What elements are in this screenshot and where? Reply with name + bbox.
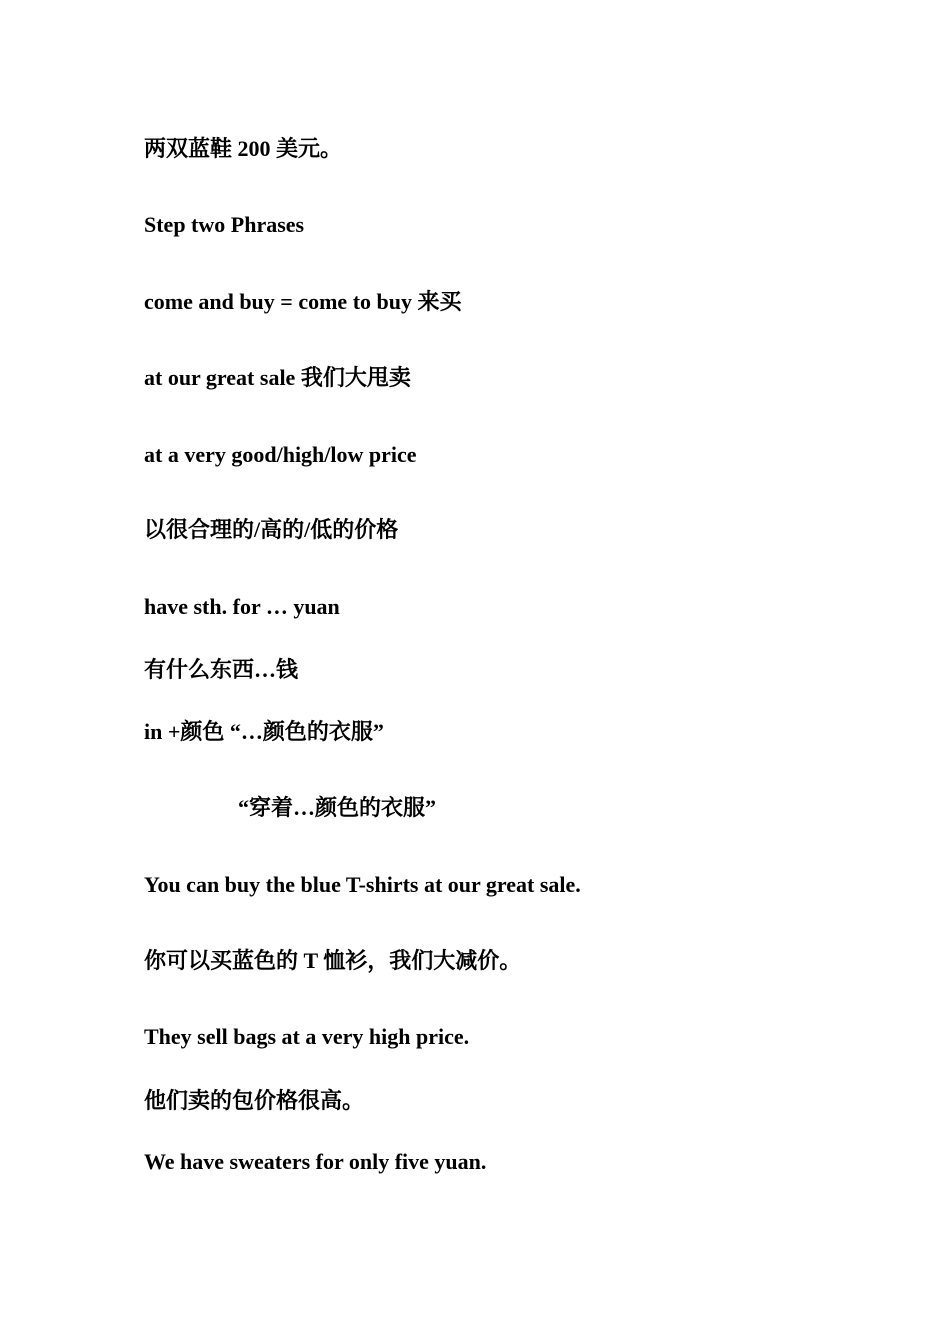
- phrase-price: at a very good/high/low price: [144, 442, 417, 467]
- phrase-price-translation: 以很合理的/高的/低的价格: [144, 517, 399, 542]
- example-translation-bags: 他们卖的包价格很高。: [144, 1088, 365, 1113]
- example-translation-tshirts: 你可以买蓝色的 T 恤衫，我们大减价。: [144, 948, 522, 973]
- section-heading: Step two Phrases: [144, 212, 305, 237]
- example-sentence-tshirts: You can buy the blue T-shirts at our great sale.: [144, 872, 581, 897]
- phrase-come-and-buy: come and buy = come to buy 来买: [144, 289, 462, 314]
- phrase-in-color-translation: “穿着…颜色的衣服”: [238, 795, 437, 820]
- phrase-in-color: in +颜色 “…颜色的衣服”: [144, 719, 384, 744]
- phrase-great-sale: at our great sale 我们大甩卖: [144, 365, 411, 390]
- phrase-have-for: have sth. for … yuan: [144, 594, 340, 619]
- example-sentence-bags: They sell bags at a very high price.: [144, 1024, 470, 1049]
- example-sentence-sweaters: We have sweaters for only five yuan.: [144, 1149, 487, 1174]
- sentence-translation-shoes: 两双蓝鞋 200 美元。: [144, 136, 343, 161]
- phrase-have-for-translation: 有什么东西…钱: [144, 657, 299, 682]
